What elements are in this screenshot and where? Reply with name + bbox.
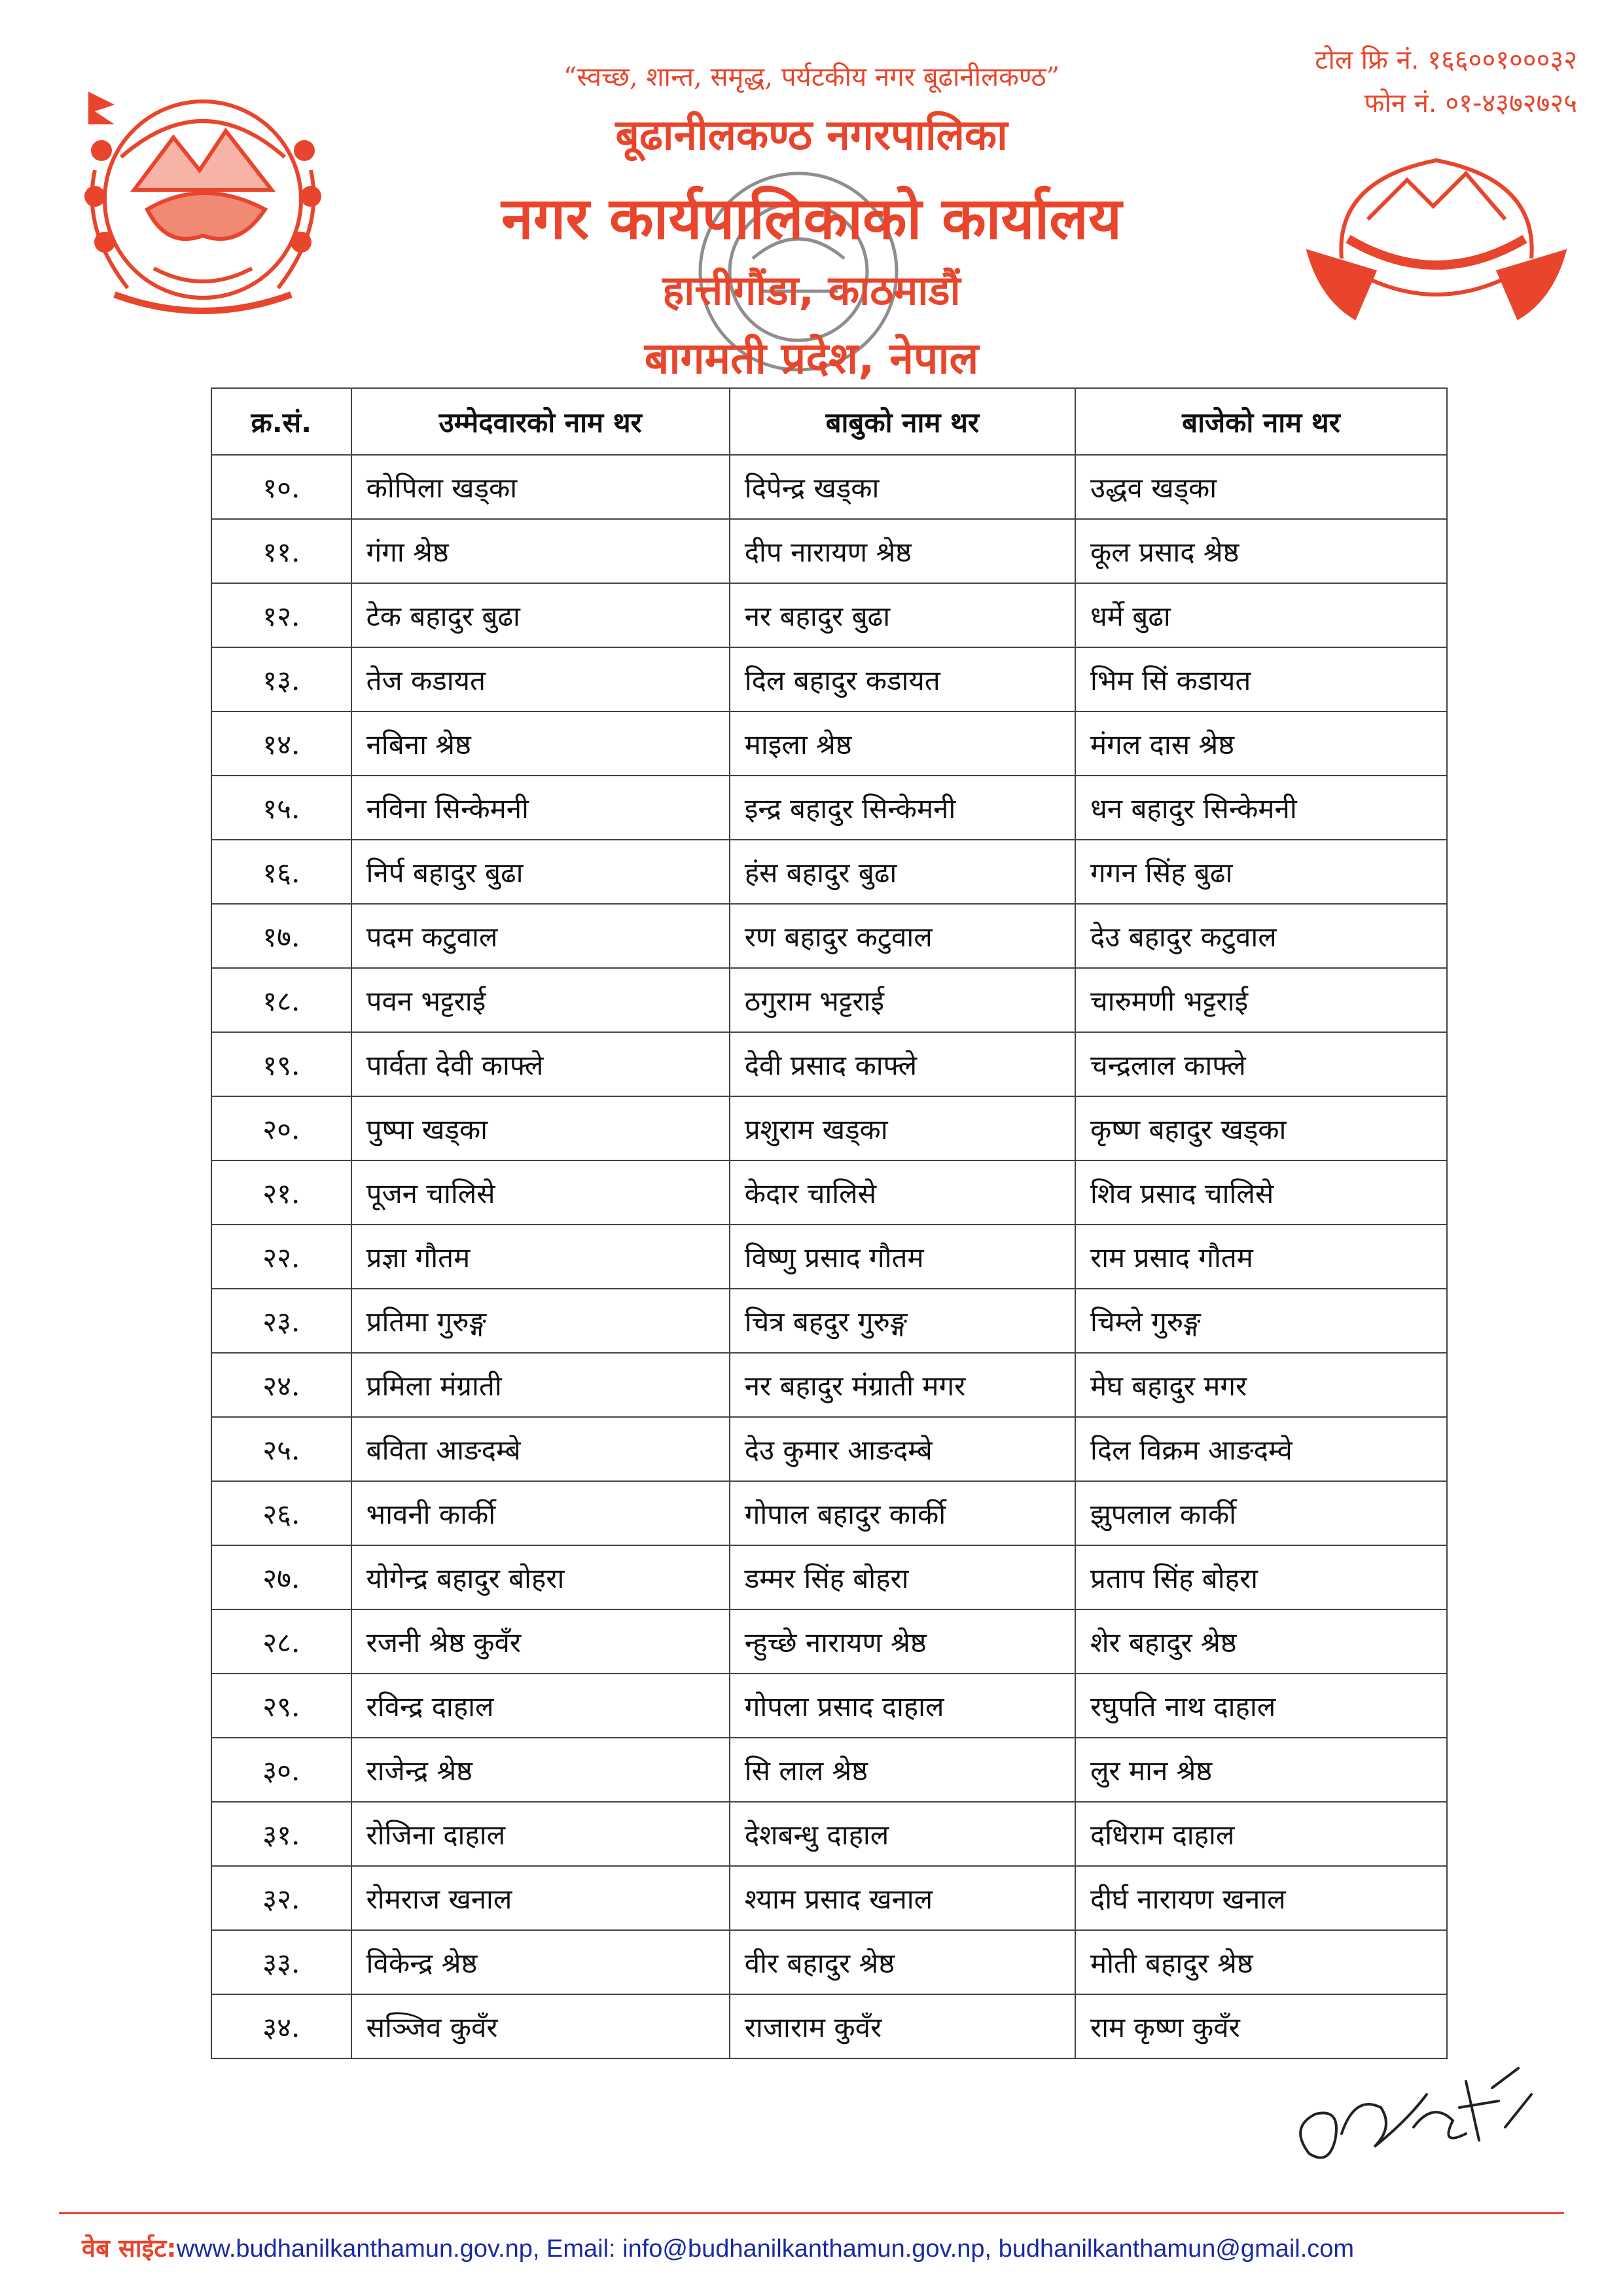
grandfather-name-cell: चारुमणी भट्टराई: [1075, 968, 1447, 1032]
candidate-name-cell: रोजिना दाहाल: [351, 1802, 730, 1866]
candidate-name-cell: कोपिला खड्का: [351, 455, 730, 519]
phone-number: फोन नं. ०१-४३७२७२५: [1364, 88, 1577, 118]
grandfather-name-cell: चन्द्रलाल काफ्ले: [1075, 1032, 1447, 1096]
father-name-cell: देवी प्रसाद काफ्ले: [730, 1032, 1075, 1096]
header-father-name: बाबुको नाम थर: [730, 388, 1075, 455]
table-row: [211, 1096, 1447, 1160]
grandfather-name-cell: प्रताप सिंह बोहरा: [1075, 1545, 1447, 1609]
grandfather-name-cell: मेघ बहादुर मगर: [1075, 1353, 1447, 1417]
father-name-cell: हंस बहादुर बुढा: [730, 840, 1075, 904]
serial-number-cell: ११.: [211, 519, 351, 583]
serial-number-cell: २९.: [211, 1674, 351, 1738]
father-name-cell: न्हुच्छे नारायण श्रेष्ठ: [730, 1609, 1075, 1674]
candidate-name-cell: सञ्जिव कुवँर: [351, 1994, 730, 2058]
grandfather-name-cell: चिम्ले गुरुङ्ग: [1075, 1289, 1447, 1353]
candidate-name-cell: भावनी कार्की: [351, 1481, 730, 1545]
office-title: नगर कार्यपालिकाको कार्यालय: [501, 185, 1122, 252]
candidate-table: [211, 387, 1448, 2059]
table-row: [211, 583, 1447, 647]
father-name-cell: राजाराम कुवँर: [730, 1994, 1075, 2058]
candidate-name-cell: रविन्द्र दाहाल: [351, 1674, 730, 1738]
candidate-name-cell: पार्वता देवी काफ्ले: [351, 1032, 730, 1096]
candidate-name-cell: पुष्पा खड्का: [351, 1096, 730, 1160]
father-name-cell: गोपला प्रसाद दाहाल: [730, 1674, 1075, 1738]
serial-number-cell: १८.: [211, 968, 351, 1032]
father-name-cell: सि लाल श्रेष्ठ: [730, 1738, 1075, 1802]
table-row: [211, 1481, 1447, 1545]
footer-divider: [59, 2212, 1564, 2214]
grandfather-name-cell: लुर मान श्रेष्ठ: [1075, 1738, 1447, 1802]
grandfather-name-cell: कूल प्रसाद श्रेष्ठ: [1075, 519, 1447, 583]
father-name-cell: प्रशुराम खड्का: [730, 1096, 1075, 1160]
footer-website-label: वेब साईट:: [82, 2234, 177, 2263]
candidate-name-cell: विकेन्द्र श्रेष्ठ: [351, 1930, 730, 1994]
office-location: हात्तीगौंडा, काठमाडौं: [662, 266, 961, 314]
serial-number-cell: १४.: [211, 711, 351, 776]
candidate-name-cell: टेक बहादुर बुढा: [351, 583, 730, 647]
table-row: [211, 1609, 1447, 1674]
grandfather-name-cell: दिल विक्रम आङदम्वे: [1075, 1417, 1447, 1481]
table-row: [211, 1225, 1447, 1289]
grandfather-name-cell: देउ बहादुर कटुवाल: [1075, 904, 1447, 968]
grandfather-name-cell: धन बहादुर सिन्केमनी: [1075, 776, 1447, 840]
father-name-cell: देउ कुमार आङदम्बे: [730, 1417, 1075, 1481]
serial-number-cell: १३.: [211, 647, 351, 711]
table-row: [211, 1866, 1447, 1930]
grandfather-name-cell: कृष्ण बहादुर खड्का: [1075, 1096, 1447, 1160]
header-serial: क्र.सं.: [211, 388, 351, 455]
serial-number-cell: १७.: [211, 904, 351, 968]
table-row: [211, 519, 1447, 583]
father-name-cell: देशबन्धु दाहाल: [730, 1802, 1075, 1866]
grandfather-name-cell: धर्मे बुढा: [1075, 583, 1447, 647]
father-name-cell: रण बहादुर कटुवाल: [730, 904, 1075, 968]
table-row: [211, 776, 1447, 840]
serial-number-cell: २५.: [211, 1417, 351, 1481]
father-name-cell: वीर बहादुर श्रेष्ठ: [730, 1930, 1075, 1994]
candidate-name-cell: रजनी श्रेष्ठ कुवँर: [351, 1609, 730, 1674]
father-name-cell: विष्णु प्रसाद गौतम: [730, 1225, 1075, 1289]
table-row: [211, 711, 1447, 776]
candidate-name-cell: पूजन चालिसे: [351, 1160, 730, 1225]
toll-free-number: टोल फ्रि नं. १६६००१०००३२: [1315, 45, 1577, 75]
grandfather-name-cell: शेर बहादुर श्रेष्ठ: [1075, 1609, 1447, 1674]
father-name-cell: ठगुराम भट्टराई: [730, 968, 1075, 1032]
grandfather-name-cell: मंगल दास श्रेष्ठ: [1075, 711, 1447, 776]
footer-contact-links[interactable]: www.budhanilkanthamun.gov.np, Email: info@budhanilkanthamun.gov.np, budhanilkanthamun@gmail.com: [176, 2235, 1355, 2263]
candidate-name-cell: तेज कडायत: [351, 647, 730, 711]
grandfather-name-cell: रघुपति नाथ दाहाल: [1075, 1674, 1447, 1738]
candidate-name-cell: पवन भट्टराई: [351, 968, 730, 1032]
serial-number-cell: २१.: [211, 1160, 351, 1225]
grandfather-name-cell: शिव प्रसाद चालिसे: [1075, 1160, 1447, 1225]
serial-number-cell: २२.: [211, 1225, 351, 1289]
serial-number-cell: ३४.: [211, 1994, 351, 2058]
table-row: [211, 1545, 1447, 1609]
serial-number-cell: २३.: [211, 1289, 351, 1353]
province-name: बागमती प्रदेश, नेपाल: [644, 333, 979, 384]
table-row: [211, 1353, 1447, 1417]
father-name-cell: दिल बहादुर कडायत: [730, 647, 1075, 711]
candidate-name-cell: नबिना श्रेष्ठ: [351, 711, 730, 776]
candidate-name-cell: पदम कटुवाल: [351, 904, 730, 968]
father-name-cell: इन्द्र बहादुर सिन्केमनी: [730, 776, 1075, 840]
municipality-name: बूढानीलकण्ठ नगरपालिका: [615, 111, 1008, 160]
candidate-name-cell: नविना सिन्केमनी: [351, 776, 730, 840]
candidate-name-cell: प्रतिमा गुरुङ्ग: [351, 1289, 730, 1353]
father-name-cell: चित्र बहदुर गुरुङ्ग: [730, 1289, 1075, 1353]
footer: [82, 2231, 1354, 2265]
table-row: [211, 840, 1447, 904]
table-row: [211, 455, 1447, 519]
candidate-name-cell: गंगा श्रेष्ठ: [351, 519, 730, 583]
serial-number-cell: ३२.: [211, 1866, 351, 1930]
serial-number-cell: २४.: [211, 1353, 351, 1417]
father-name-cell: नर बहादुर मंग्राती मगर: [730, 1353, 1075, 1417]
table-row: [211, 1289, 1447, 1353]
table-row: [211, 1417, 1447, 1481]
candidate-name-cell: योगेन्द्र बहादुर बोहरा: [351, 1545, 730, 1609]
table-row: [211, 647, 1447, 711]
grandfather-name-cell: गगन सिंह बुढा: [1075, 840, 1447, 904]
father-name-cell: दिपेन्द्र खड्का: [730, 455, 1075, 519]
grandfather-name-cell: भिम सिं कडायत: [1075, 647, 1447, 711]
candidate-name-cell: बविता आङदम्बे: [351, 1417, 730, 1481]
grandfather-name-cell: राम कृष्ण कुवँर: [1075, 1994, 1447, 2058]
signature-icon: [1283, 2055, 1558, 2186]
father-name-cell: डम्मर सिंह बोहरा: [730, 1545, 1075, 1609]
serial-number-cell: ३१.: [211, 1802, 351, 1866]
serial-number-cell: १०.: [211, 455, 351, 519]
serial-number-cell: २८.: [211, 1609, 351, 1674]
father-name-cell: गोपाल बहादुर कार्की: [730, 1481, 1075, 1545]
table-row: [211, 1930, 1447, 1994]
header-candidate-name: उम्मेदवारको नाम थर: [351, 388, 730, 455]
candidate-name-cell: रोमराज खनाल: [351, 1866, 730, 1930]
serial-number-cell: २०.: [211, 1096, 351, 1160]
candidate-name-cell: निर्प बहादुर बुढा: [351, 840, 730, 904]
father-name-cell: केदार चालिसे: [730, 1160, 1075, 1225]
serial-number-cell: १२.: [211, 583, 351, 647]
table-row: [211, 1160, 1447, 1225]
grandfather-name-cell: झुपलाल कार्की: [1075, 1481, 1447, 1545]
serial-number-cell: २७.: [211, 1545, 351, 1609]
serial-number-cell: १९.: [211, 1032, 351, 1096]
serial-number-cell: १५.: [211, 776, 351, 840]
grandfather-name-cell: राम प्रसाद गौतम: [1075, 1225, 1447, 1289]
table-row: [211, 1738, 1447, 1802]
serial-number-cell: २६.: [211, 1481, 351, 1545]
table-header-row: [211, 388, 1447, 455]
table-row: [211, 968, 1447, 1032]
serial-number-cell: ३०.: [211, 1738, 351, 1802]
grandfather-name-cell: दीर्घ नारायण खनाल: [1075, 1866, 1447, 1930]
grandfather-name-cell: उद्धव खड्का: [1075, 455, 1447, 519]
table-row: [211, 1032, 1447, 1096]
candidate-name-cell: प्रमिला मंग्राती: [351, 1353, 730, 1417]
father-name-cell: श्याम प्रसाद खनाल: [730, 1866, 1075, 1930]
municipal-tagline: “स्वच्छ, शान्त, समृद्ध, पर्यटकीय नगर बूढानीलकण्ठ”: [563, 62, 1060, 92]
father-name-cell: दीप नारायण श्रेष्ठ: [730, 519, 1075, 583]
serial-number-cell: ३३.: [211, 1930, 351, 1994]
table-row: [211, 1994, 1447, 2058]
grandfather-name-cell: दधिराम दाहाल: [1075, 1802, 1447, 1866]
grandfather-name-cell: मोती बहादुर श्रेष्ठ: [1075, 1930, 1447, 1994]
serial-number-cell: १६.: [211, 840, 351, 904]
father-name-cell: नर बहादुर बुढा: [730, 583, 1075, 647]
table-row: [211, 1802, 1447, 1866]
header-grandfather-name: बाजेको नाम थर: [1075, 388, 1447, 455]
table-row: [211, 1674, 1447, 1738]
candidate-name-cell: राजेन्द्र श्रेष्ठ: [351, 1738, 730, 1802]
candidate-name-cell: प्रज्ञा गौतम: [351, 1225, 730, 1289]
father-name-cell: माइला श्रेष्ठ: [730, 711, 1075, 776]
table-row: [211, 904, 1447, 968]
